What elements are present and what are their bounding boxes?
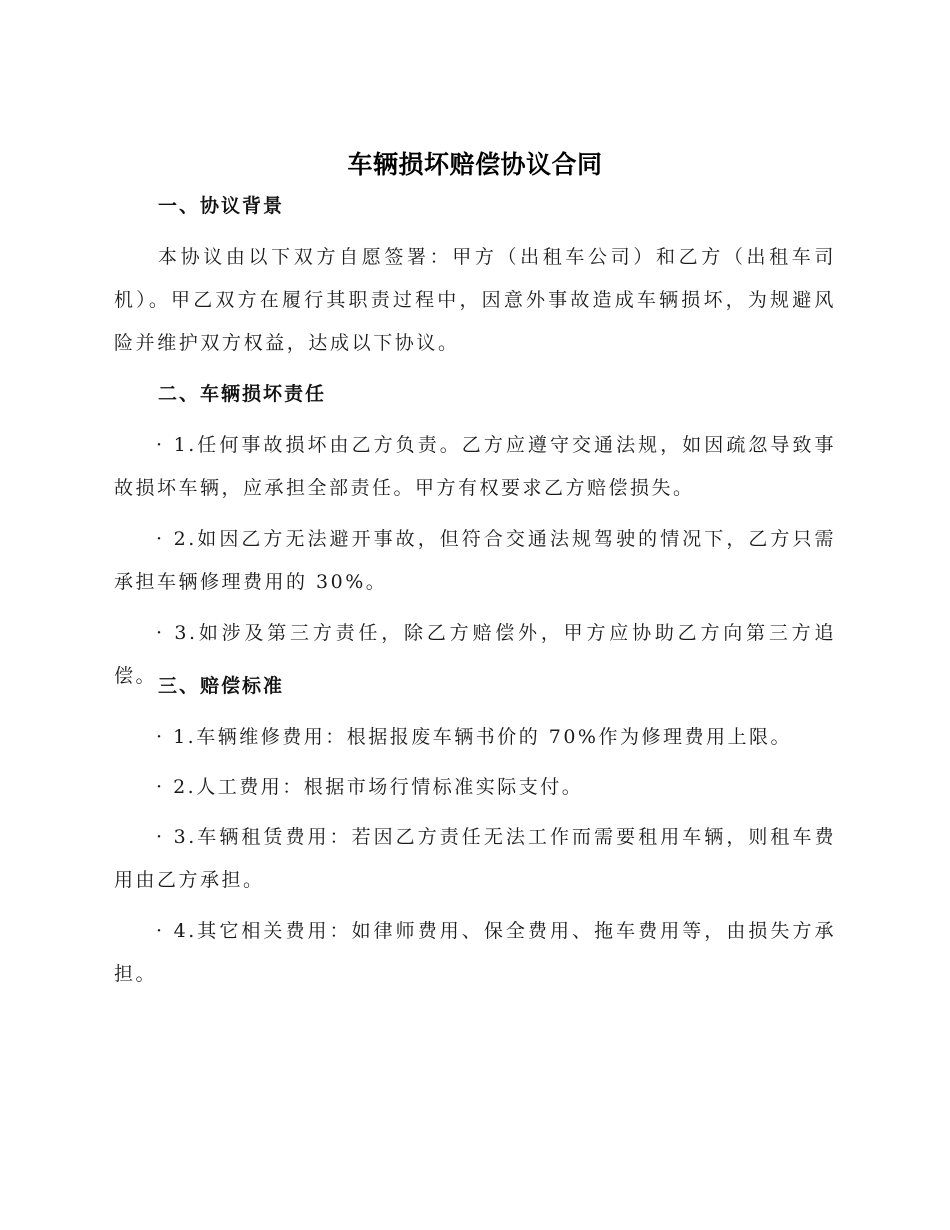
- section-heading-background: 一、协议背景: [158, 195, 285, 217]
- list-item-standard-3: · 3.车辆租赁费用：若因乙方责任无法工作而需要租用车辆，则租车费用由乙方承担。: [114, 826, 836, 891]
- list-item-standard-1: · 1.车辆维修费用：根据报废车辆书价的 70%作为修理费用上限。: [156, 726, 792, 748]
- list-item-liability-2: · 2.如因乙方无法避开事故，但符合交通法规驾驶的情况下，乙方只需承担车辆修理费用的 30%。: [114, 528, 836, 593]
- list-item-standard-4: · 4.其它相关费用：如律师费用、保全费用、拖车费用等，由损失方承担。: [114, 920, 836, 985]
- list-item-liability-1: · 1.任何事故损坏由乙方负责。乙方应遵守交通法规，如因疏忽导致事故损坏车辆，应承担全部责任。甲方有权要求乙方赔偿损失。: [114, 434, 836, 499]
- document-title: 车辆损坏赔偿协议合同: [347, 150, 603, 179]
- list-item-liability-3: · 3.如涉及第三方责任，除乙方赔偿外，甲方应协助乙方向第三方追偿。: [114, 622, 836, 687]
- list-item-standard-2: · 2.人工费用：根据市场行情标准实际支付。: [156, 776, 584, 798]
- section-heading-damage-liability: 二、车辆损坏责任: [158, 383, 327, 405]
- paragraph-background: 本协议由以下双方自愿签署：甲方（出租车公司）和乙方（出租车司机）。甲乙双方在履行其职责过程中，因意外事故造成车辆损坏，为规避风险并维护双方权益，达成以下协议。: [114, 246, 836, 354]
- section-heading-compensation-standard: 三、赔偿标准: [158, 675, 285, 697]
